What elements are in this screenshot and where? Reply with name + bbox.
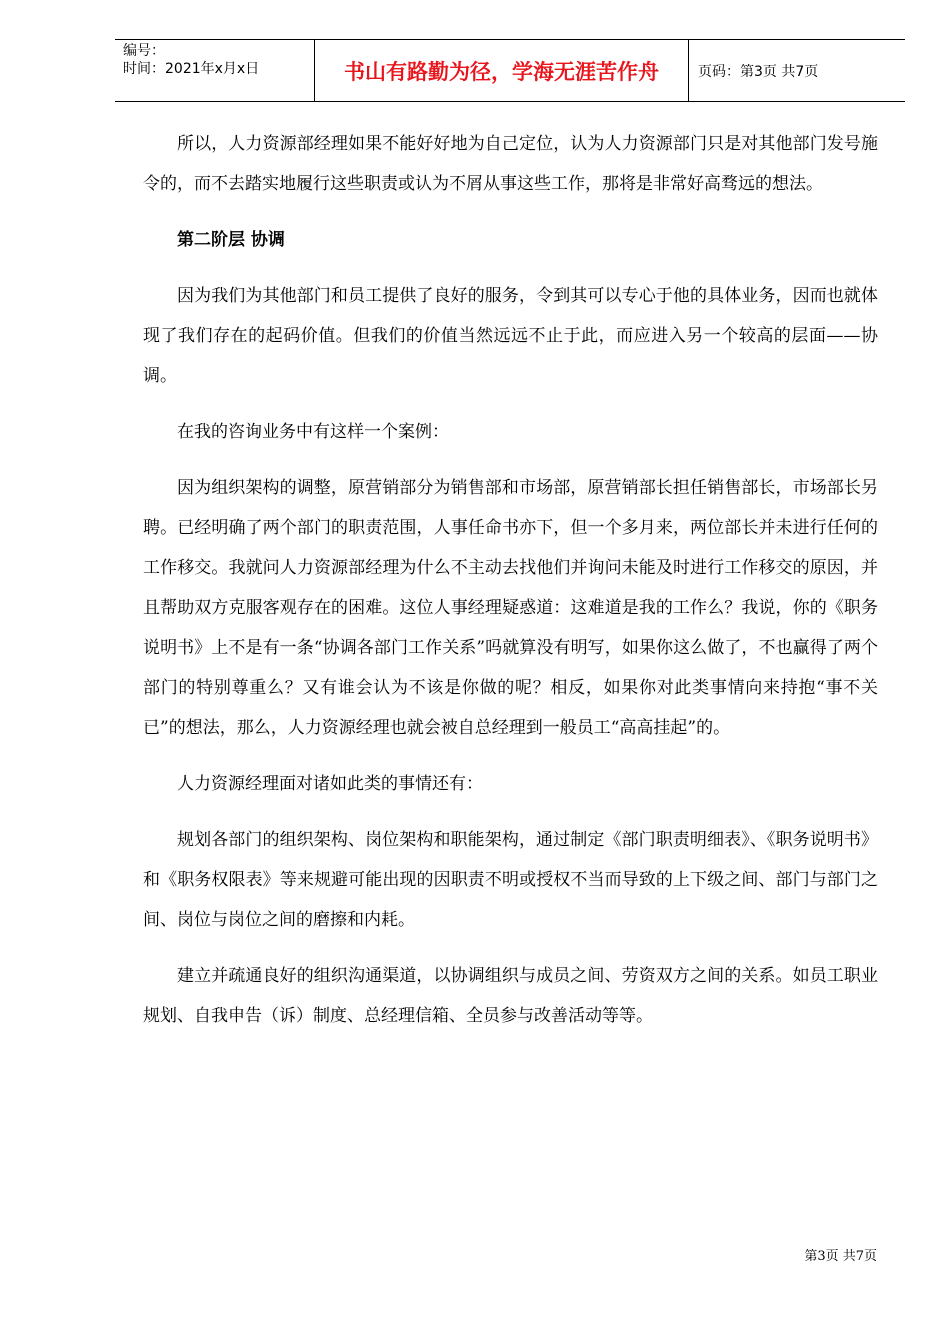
paragraph: 人力资源经理面对诸如此类的事情还有： (177, 774, 483, 794)
header-page-info: 页码：第3页 共7页 (698, 63, 819, 80)
paragraph: 因为组织架构的调整，原营销部分为销售部和市场部，原营销部长担任销售部长，市场部长另聘。已经明确了两个部门的职责范围，人事任命书亦下，但一个多月来，两位部长并未进行任何的工作移交。我就问人力资源部经理为什么不主动去找他们并询问未能及时进行工作移交的原因，并且帮助双方克服客观存在的困难。这位人事经理疑惑道：这难道是我的工作么？我说，你的《职务说明书》上不是有一条“协调各部门工作关系”吗就算没有明写，如果你这么做了，不也赢得了两个部门的特别尊重么？又有谁会认为不该是你做的呢？相反，如果你对此类事情向来持抱“事不关已”的想法，那么，人力资源经理也就会被自总经理到一般员工“高高挂起”的。 (143, 478, 878, 738)
section-heading: 第二阶层 协调 (177, 230, 285, 250)
paragraph: 因为我们为其他部门和员工提供了良好的服务，令到其可以专心于他的具体业务，因而也就体现了我们存在的起码价值。但我们的价值当然远远不止于此，而应进入另一个较高的层面——协调。 (143, 286, 878, 386)
paragraph: 所以，人力资源部经理如果不能好好地为自己定位，认为人力资源部门只是对其他部门发号施令的，而不去踏实地履行这些职责或认为不屑从事这些工作，那将是非常好高骛远的想法。 (143, 134, 878, 194)
paragraph: 建立并疏通良好的组织沟通渠道，以协调组织与成员之间、劳资双方之间的关系。如员工职业规划、自我申告（诉）制度、总经理信箱、全员参与改善活动等等。 (143, 966, 878, 1026)
time-label: 时间：2021年x月x日 (123, 61, 260, 77)
number-label: 编号： (123, 43, 165, 59)
paragraph: 在我的咨询业务中有这样一个案例： (177, 422, 449, 442)
page-header (115, 39, 905, 102)
document-body (143, 124, 878, 1052)
header-motto: 书山有路勤为径，学海无涯苦作舟 (315, 40, 689, 101)
paragraph: 规划各部门的组织架构、岗位架构和职能架构，通过制定《部门职责明细表》、《职务说明书》和《职务权限表》等来规避可能出现的因职责不明或授权不当而导致的上下级之间、部门与部门之间、岗位与岗位之间的磨擦和内耗。 (143, 830, 878, 930)
header-meta-cell (115, 40, 315, 101)
page-footer: 第3页 共7页 (804, 1249, 877, 1264)
